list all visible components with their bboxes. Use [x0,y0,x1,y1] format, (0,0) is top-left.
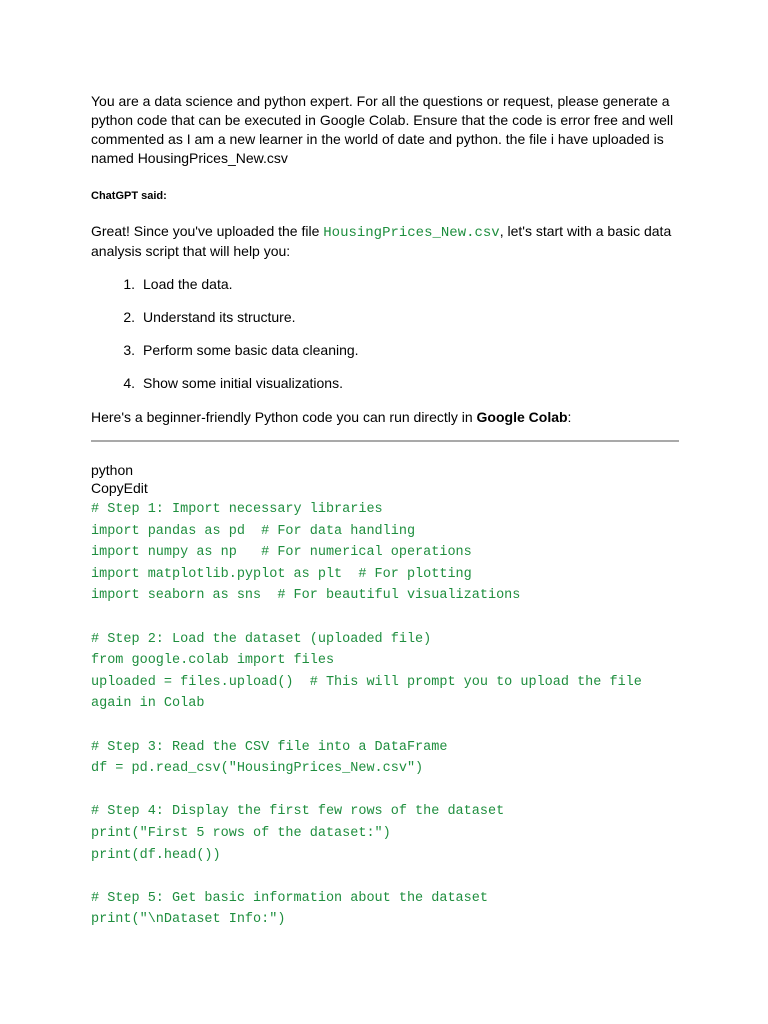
filename-inline-code: HousingPrices_New.csv [323,225,500,241]
list-item [91,308,681,326]
list-item [91,341,681,359]
horizontal-divider [91,440,679,442]
code-line [91,715,681,737]
list-number: 2. [123,309,135,325]
code-line: print("First 5 rows of the dataset:") [91,825,391,841]
copy-code-button[interactable]: CopyEdit [91,480,148,496]
lead-text-after: : [567,409,572,425]
list-number: 1. [123,276,135,292]
code-line: import pandas as pd # For data handling [91,523,416,539]
intro-text-before: Great! Since you've uploaded the file [91,223,324,239]
lead-bold-text: Google Colab [476,409,568,425]
intro-paragraph [91,222,681,260]
document-content [91,92,681,931]
intro-line-1 [91,222,681,242]
intro-text-after: , let's start with a basic data [499,223,672,239]
code-line [91,866,681,888]
prompt-line: You are a data science and python expert. For all the questions or request, please generate a [91,93,670,109]
code-line: import matplotlib.pyplot as plt # For plotting [91,566,472,582]
code-line: # Step 3: Read the CSV file into a DataFrame [91,739,448,755]
list-text: Load the data. [143,276,233,292]
speaker-label: ChatGPT said: [91,190,167,202]
code-line: again in Colab [91,696,205,712]
code-line [91,607,681,629]
lead-text-before: Here's a beginner-friendly Python code you can run directly in [91,409,477,425]
code-line: # Step 1: Import necessary libraries [91,502,383,517]
list-item [91,374,681,392]
code-line: import numpy as np # For numerical operations [91,545,472,561]
list-number: 4. [123,375,135,391]
code-line: # Step 4: Display the first few rows of the dataset [91,804,505,820]
code-line: # Step 2: Load the dataset (uploaded file) [91,631,432,647]
code-line: print(df.head()) [91,847,221,863]
lead-paragraph [91,408,681,426]
user-prompt [91,92,681,168]
code-line: df = pd.read_csv("HousingPrices_New.csv") [91,761,424,777]
code-language-label: python [91,462,134,478]
code-block [91,499,681,931]
list-item [91,275,681,293]
list-text: Understand its structure. [143,309,296,325]
list-text: Perform some basic data cleaning. [143,342,359,358]
code-line: # Step 5: Get basic information about the dataset [91,890,488,906]
code-line: import seaborn as sns # For beautiful visualizations [91,588,521,604]
code-line: print("\nDataset Info:") [91,912,286,928]
code-line: uploaded = files.upload() # This will prompt you to upload the file [91,674,642,690]
list-number: 3. [123,342,135,358]
intro-line-2: analysis script that will help you: [91,243,291,259]
prompt-line: commented as I am a new learner in the world of date and python. the file i have uploaded is [91,131,664,147]
prompt-line: named HousingPrices_New.csv [91,150,288,166]
steps-list [91,275,681,392]
code-line [91,780,681,802]
prompt-line: python code that can be executed in Google Colab. Ensure that the code is error free and well [91,112,674,128]
code-line: from google.colab import files [91,653,335,669]
list-text: Show some initial visualizations. [143,375,343,391]
